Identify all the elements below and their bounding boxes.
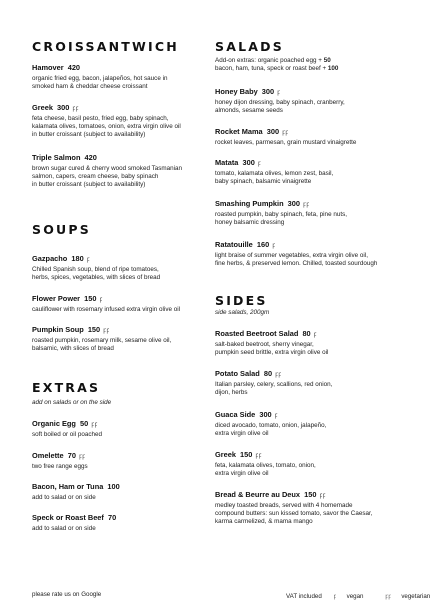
item-price: 180 [71,254,84,263]
item-description: medley toasted breads, served with 4 homemade compound butters: sun kissed tomato, savor the Caesar, karma carmelized, & mama mango [215,501,373,526]
section-title-soups: SOUPS [32,222,91,237]
vegan-icon: ꝼ [333,593,337,600]
item-price: 50 [80,419,89,428]
item-description: feta cheese, basil pesto, fried egg, baby spinach, kalamata olives, tomatoes, onion, extra virgin olive oil in butter croissant (subject to availability) [32,114,181,139]
addon-price: 100 [327,65,339,73]
item-price: 150 [240,450,253,459]
vegan-icon: ꝼ [257,160,262,167]
menu-item [215,127,356,147]
menu-item [32,294,180,314]
item-price: 300 [242,158,255,167]
item-name: Guaca Side 300 ꝼ [215,410,278,419]
menu-item [215,199,347,227]
item-price: 150 [304,490,317,499]
item-name: Hamover 420 [32,63,81,72]
item-name: Matata 300 ꝼ [215,158,262,167]
section-title-extras: EXTRAS [32,380,101,395]
item-description: salt-baked beetroot, sherry vinegar, pumpkin seed brittle, extra virgin olive oil [215,340,329,356]
item-description: rocket leaves, parmesan, grain mustard vinaigrette [215,138,357,146]
item-price: 80 [263,369,273,378]
google-rating-note: please rate us on Google [32,591,102,598]
item-price: 300 [266,127,280,136]
vegetarian-icon: ꝼꝼ [319,492,326,499]
item-price: 300 [287,199,300,208]
menu-item [215,369,332,397]
item-description: add to salad or on side [32,493,96,501]
salad-addon-extras: Add-on extras: organic poached egg + 50 bacon, ham, tuna, speck or roast beef + 100 [215,57,339,73]
item-price: 300 [261,87,275,96]
item-description: organic fried egg, bacon, jalapeños, hot sauce in smoked ham & cheddar cheese croissant [32,74,168,90]
menu-item [215,158,333,186]
item-price: 300 [259,410,272,419]
item-name: Roasted Beetroot Salad 80 ꝼ [215,329,317,338]
menu-item [32,482,123,502]
item-price: 70 [107,513,117,522]
menu-item [215,87,345,115]
menu-item [32,451,88,471]
vegetarian-icon: ꝼꝼ [255,452,262,459]
item-name: Speck or Roast Beef 70 [32,513,117,522]
menu-item [215,450,316,478]
vegan-icon: ꝼ [277,89,281,96]
item-name: Greek 150 ꝼꝼ [215,450,262,459]
item-description: tomato, kalamata olives, lemon zest, basil, baby spinach, balsamic vinaigrette [215,169,334,185]
item-description: Chilled Spanish soup, blend of ripe tomatoes, herbs, spices, vegetables, with slices of bread [32,265,161,281]
item-description: roasted pumpkin, baby spinach, feta, pine nuts, honey balsamic dressing [215,210,347,226]
vegetarian-icon: ꝼꝼ [78,453,86,460]
item-name: Organic Egg 50 ꝼꝼ [32,419,98,428]
item-description: light braise of summer vegetables, extra virgin olive oil, fine herbs, & preserved lemon. Chilled, toasted sourdough [215,251,378,267]
item-name: Gazpacho 180 ꝼ [32,254,90,263]
item-description: Italian parsley, celery, scallions, red onion, dijon, herbs [215,380,333,396]
item-name: Pumpkin Soup 150 ꝼꝼ [32,325,110,334]
item-name: Potato Salad 80 ꝼꝼ [215,369,282,378]
vegan-icon: ꝼ [313,331,317,338]
item-name: Greek 300 ꝼꝼ [32,103,79,112]
legend-vegetarian: ꝼꝼ vegetarian [385,593,430,600]
item-name: Bacon, Ham or Tuna 100 [32,482,120,491]
vegetarian-icon: ꝼꝼ [303,201,310,208]
menu-item [32,254,160,282]
vegetarian-icon: ꝼꝼ [282,129,289,136]
legend-vegan: ꝼ vegan [333,593,364,600]
vegan-icon: ꝼ [99,296,103,303]
vegetarian-icon: ꝼꝼ [275,371,282,378]
item-price: 100 [107,482,120,491]
item-name: Honey Baby 300 ꝼ [215,87,281,96]
vegetarian-icon: ꝼꝼ [385,593,392,600]
section-note: add on salads or on the side [32,399,112,406]
item-price: 420 [67,63,81,72]
menu-item [215,329,328,357]
section-title-salads: SALADS [215,39,284,54]
item-description: honey dijon dressing, baby spinach, cranberry, almonds, sesame seeds [215,98,345,114]
item-price: 70 [67,451,76,460]
item-name: Omelette 70 ꝼꝼ [32,451,86,460]
menu-item [215,490,373,527]
item-description: feta, kalamata olives, tomato, onion, extra virgin olive oil [215,461,316,477]
menu-item [32,513,119,533]
addon-price: 50 [323,57,331,64]
item-description: cauliflower with rosemary infused extra virgin olive oil [32,305,181,313]
item-name: Bread & Beurre au Deux 150 ꝼꝼ [215,490,326,499]
menu-item [32,63,167,91]
item-name: Smashing Pumpkin 300 ꝼꝼ [215,199,310,208]
item-description: add to salad or on side [32,524,96,532]
vegan-icon: ꝼ [86,256,90,263]
item-price: 150 [84,294,97,303]
section-title-sides: SIDES [215,293,268,308]
item-description: soft boiled or oil poached [32,430,103,438]
item-name: Ratatouille 160 ꝼ [215,240,276,249]
menu-item [32,103,181,140]
footer-legend [286,591,430,600]
menu-item [32,153,182,190]
vegan-icon: ꝼ [274,412,278,419]
item-description: diced avocado, tomato, onion, jalapeño, extra virgin olive oil [215,421,327,437]
item-name: Rocket Mama 300 ꝼꝼ [215,127,289,136]
item-price: 420 [84,153,97,162]
item-description: roasted pumpkin, rosemary milk, sesame olive oil, balsamic, with slices of bread [32,336,172,352]
menu-item [32,325,171,353]
item-price: 80 [302,329,311,338]
menu-item [215,410,326,438]
section-title-croissantwich: CROISSANTWICH [32,39,179,54]
menu-item [32,419,102,439]
item-price: 300 [57,103,70,112]
section-note: side salads, 200gm [215,309,270,316]
item-description: brown sugar cured & cherry wood smoked Tasmanian salmon, capers, cream cheese, baby spinach in butter croissant (subject to availability) [32,164,183,189]
item-description: two free range eggs [32,462,88,470]
item-price: 150 [87,325,101,334]
menu-item [215,240,377,268]
item-name: Triple Salmon 420 [32,153,97,162]
vegan-icon: ꝼ [272,242,276,249]
vat-note: VAT included [286,593,322,600]
vegetarian-icon: ꝼꝼ [91,421,98,428]
vegetarian-icon: ꝼꝼ [103,327,110,334]
vegetarian-icon: ꝼꝼ [72,105,79,112]
item-price: 160 [256,240,270,249]
item-name: Flower Power 150 ꝼ [32,294,103,303]
